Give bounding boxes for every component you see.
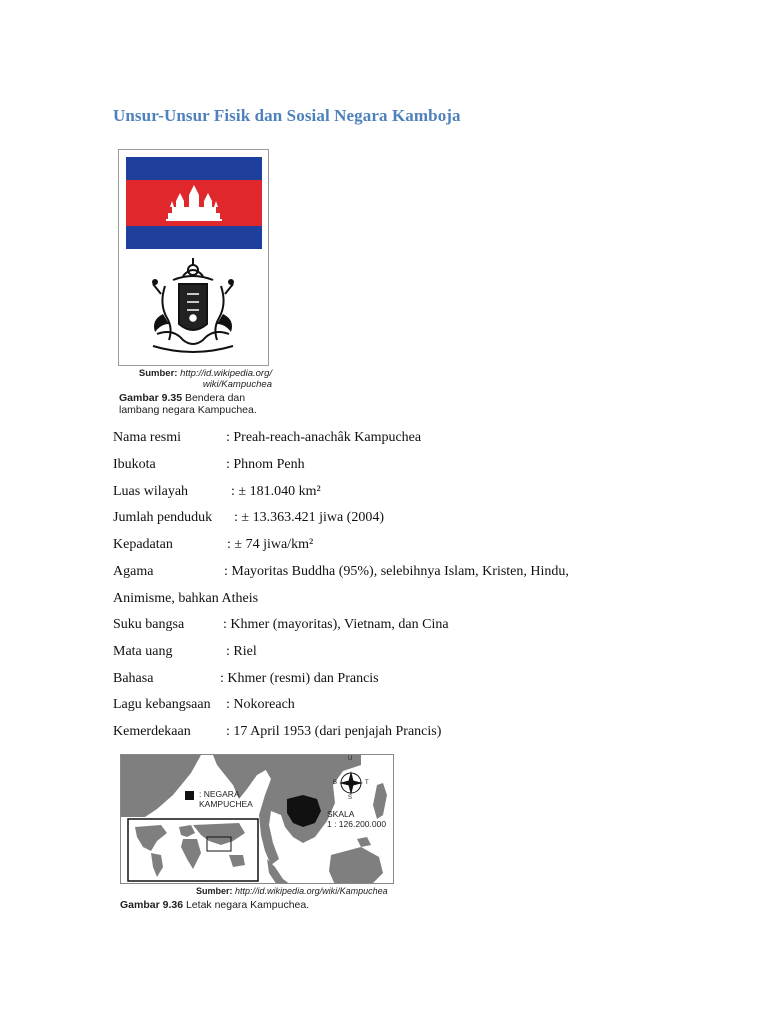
fact-key: Ibukota [113, 457, 156, 472]
fact-key: Mata uang [113, 644, 173, 659]
figure1-caption-line1: Bendera dan [184, 392, 246, 404]
fact-value: : Preah-reach-anachâk Kampuchea [226, 430, 422, 445]
fact-value: : Nokoreach [226, 697, 295, 712]
fact-value: : Mayoritas Buddha (95%), selebihnya Islam, Kristen, Hindu, [224, 564, 569, 579]
fact-key: Nama resmi [113, 430, 182, 445]
fact-value: : 17 April 1953 (dari penjajah Prancis) [226, 724, 442, 739]
map-scale-value: 1 : 126.200.000 [327, 819, 387, 829]
figure1-caption [119, 392, 257, 416]
figure1-source [122, 368, 272, 390]
fact-value: : ± 13.363.421 jiwa (2004) [234, 510, 385, 525]
figure1-source-line2: wiki/Kampuchea [202, 379, 272, 390]
fact-key: Bahasa [113, 671, 154, 686]
fact-value: : ± 74 jiwa/km² [227, 537, 314, 552]
fact-value: : ± 181.040 km² [231, 484, 321, 499]
cambodia-coat-of-arms-icon [143, 254, 243, 360]
cambodia-flag-icon [126, 157, 262, 249]
figure1-caption-label: Gambar 9.35 [119, 392, 183, 404]
compass-s-label: S [348, 795, 353, 801]
fact-value: : Khmer (mayoritas), Vietnam, dan Cina [223, 617, 449, 632]
map-scale-label: SKALA [327, 809, 355, 819]
fact-value: : Khmer (resmi) dan Prancis [220, 671, 379, 686]
fact-key: Kepadatan [113, 537, 173, 552]
figure2-caption-label: Gambar 9.36 [120, 899, 184, 911]
figure1-source-line1: http://id.wikipedia.org/ [180, 368, 272, 379]
fact-value: : Riel [226, 644, 257, 659]
fact-key: Luas wilayah [113, 484, 189, 499]
fact-key: Lagu kebangsaan [113, 697, 211, 712]
figure2-source-label: Sumber: [196, 886, 233, 896]
fact-key: Suku bangsa [113, 617, 185, 632]
map-scale [327, 809, 386, 829]
figure2-caption [120, 900, 309, 911]
figure2-caption-text: Letak negara Kampuchea. [185, 899, 310, 911]
compass-b-label: B [333, 780, 338, 786]
figure1-source-label: Sumber: [138, 368, 178, 379]
compass-u-label: U [348, 756, 353, 762]
figure1-caption-line2: lambang negara Kampuchea. [119, 404, 257, 416]
page-title: Unsur-Unsur Fisik dan Sosial Negara Kamboja [113, 106, 461, 125]
figure2-source [196, 886, 388, 897]
fact-key: Animisme, bahkan Atheis [113, 591, 259, 606]
compass-t-label: T [365, 780, 369, 786]
fact-key: Agama [113, 564, 154, 579]
fact-key: Kemerdekaan [113, 724, 191, 739]
fact-value: : Phnom Penh [226, 457, 305, 472]
map-legend-line2: KAMPUCHEA [199, 799, 253, 809]
flag-emblem-figure [118, 149, 269, 366]
figure2-source-url: http://id.wikipedia.org/wiki/Kampuchea [235, 886, 388, 896]
map-legend [199, 789, 253, 809]
map-legend-line1: : NEGARA [199, 789, 240, 799]
location-map-figure [120, 754, 394, 884]
fact-key: Jumlah penduduk [113, 510, 213, 525]
